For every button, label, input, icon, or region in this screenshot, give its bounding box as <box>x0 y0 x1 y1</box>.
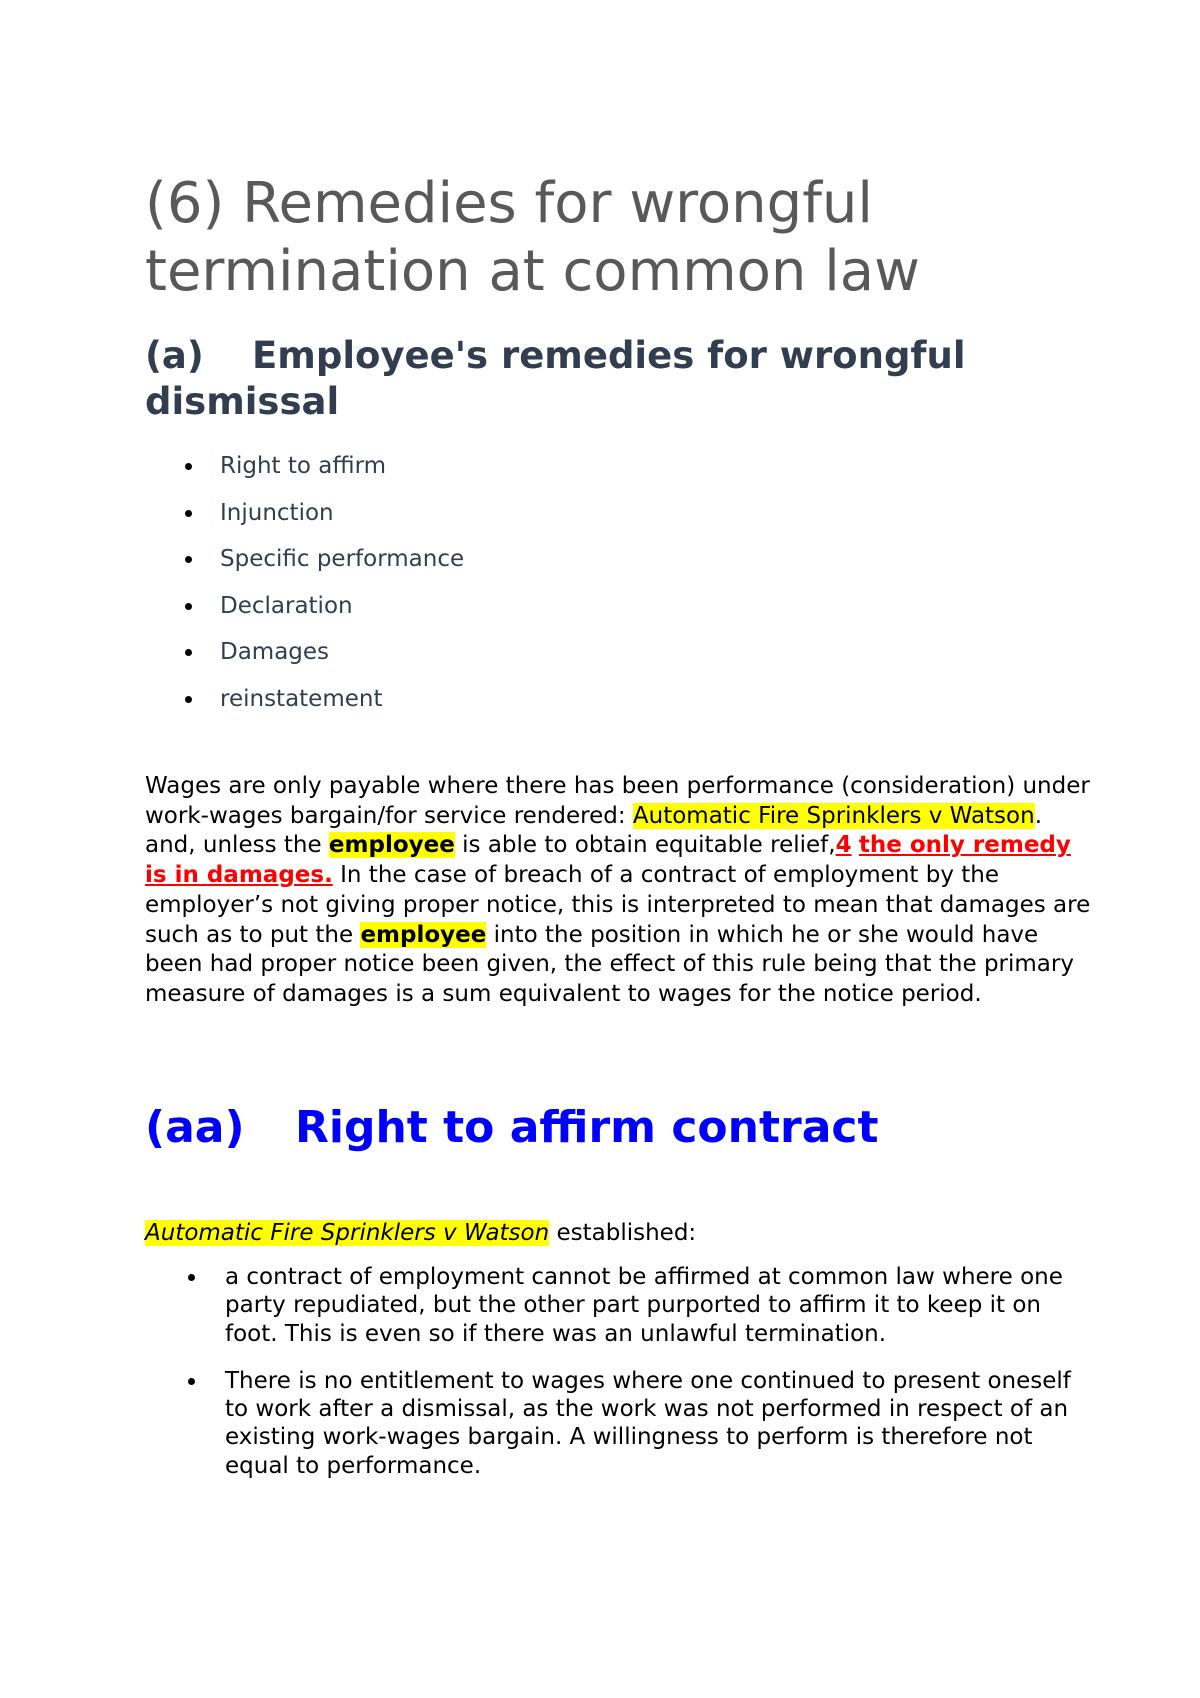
remedy-item: Declaration <box>145 583 464 630</box>
paragraph-text: into the position in which he or she would have been had proper notice been given, the effect of this rule being that the primary measure of damages is a sum equivalent to wages for the notice period. <box>145 921 1074 1007</box>
affirm-point: a contract of employment cannot be affirmed at common law where one party repudiated, but the other part purported to affirm it to keep it on foot. This is even so if there was an unlawful termination. <box>145 1263 1075 1348</box>
remedies-list <box>145 443 464 722</box>
established-line <box>145 1218 696 1248</box>
affirm-points-list <box>145 1263 1075 1499</box>
section-aa-heading-text: Right to affirm contract <box>295 1102 879 1153</box>
damages-emphasis: the only remedy is in damages. <box>145 832 1071 889</box>
employee-highlight: employee <box>328 832 455 859</box>
remedy-item: Injunction <box>145 490 464 537</box>
section-aa-heading <box>145 1101 879 1155</box>
paragraph-text: is able to obtain equitable relief, <box>454 832 836 859</box>
page-title: (6) Remedies for wrongful termination at common law <box>145 171 920 304</box>
section-a-heading-text: Employee's remedies for wrongful dismissal <box>145 334 966 423</box>
remedy-item: Specific performance <box>145 536 464 583</box>
wages-paragraph <box>145 772 1095 1010</box>
remedy-item: Right to affirm <box>145 443 464 490</box>
footnote-reference[interactable]: 4 <box>835 832 852 859</box>
established-text: established: <box>549 1220 697 1246</box>
section-a-number: (a) <box>145 334 204 377</box>
employee-highlight: employee <box>360 921 487 948</box>
paragraph-text: Wages are only payable where there has been performance (consideration) under work-wages bargain/for service rendered: <box>145 773 1090 829</box>
case-citation-highlight: Automatic Fire Sprinklers v Watson <box>632 802 1035 829</box>
paragraph-text <box>852 832 859 858</box>
affirm-point: There is no entitlement to wages where one continued to present oneself to work after a dismissal, as the work was not performed in respect of an existing work-wages bargain. A willingness to perform is therefore not equal to performance. <box>145 1367 1075 1480</box>
paragraph-text: . and, unless the <box>145 802 1042 859</box>
section-a-heading <box>145 333 1105 425</box>
section-aa-number: (aa) <box>145 1102 245 1153</box>
case-citation-highlight: Automatic Fire Sprinklers v Watson <box>145 1220 550 1246</box>
paragraph-text: In the case of breach of a contract of employment by the employer’s not giving proper notice, this is interpreted to mean that damages are such as to put the <box>145 862 1091 948</box>
remedy-item: Damages <box>145 629 464 676</box>
remedy-item: reinstatement <box>145 676 464 723</box>
